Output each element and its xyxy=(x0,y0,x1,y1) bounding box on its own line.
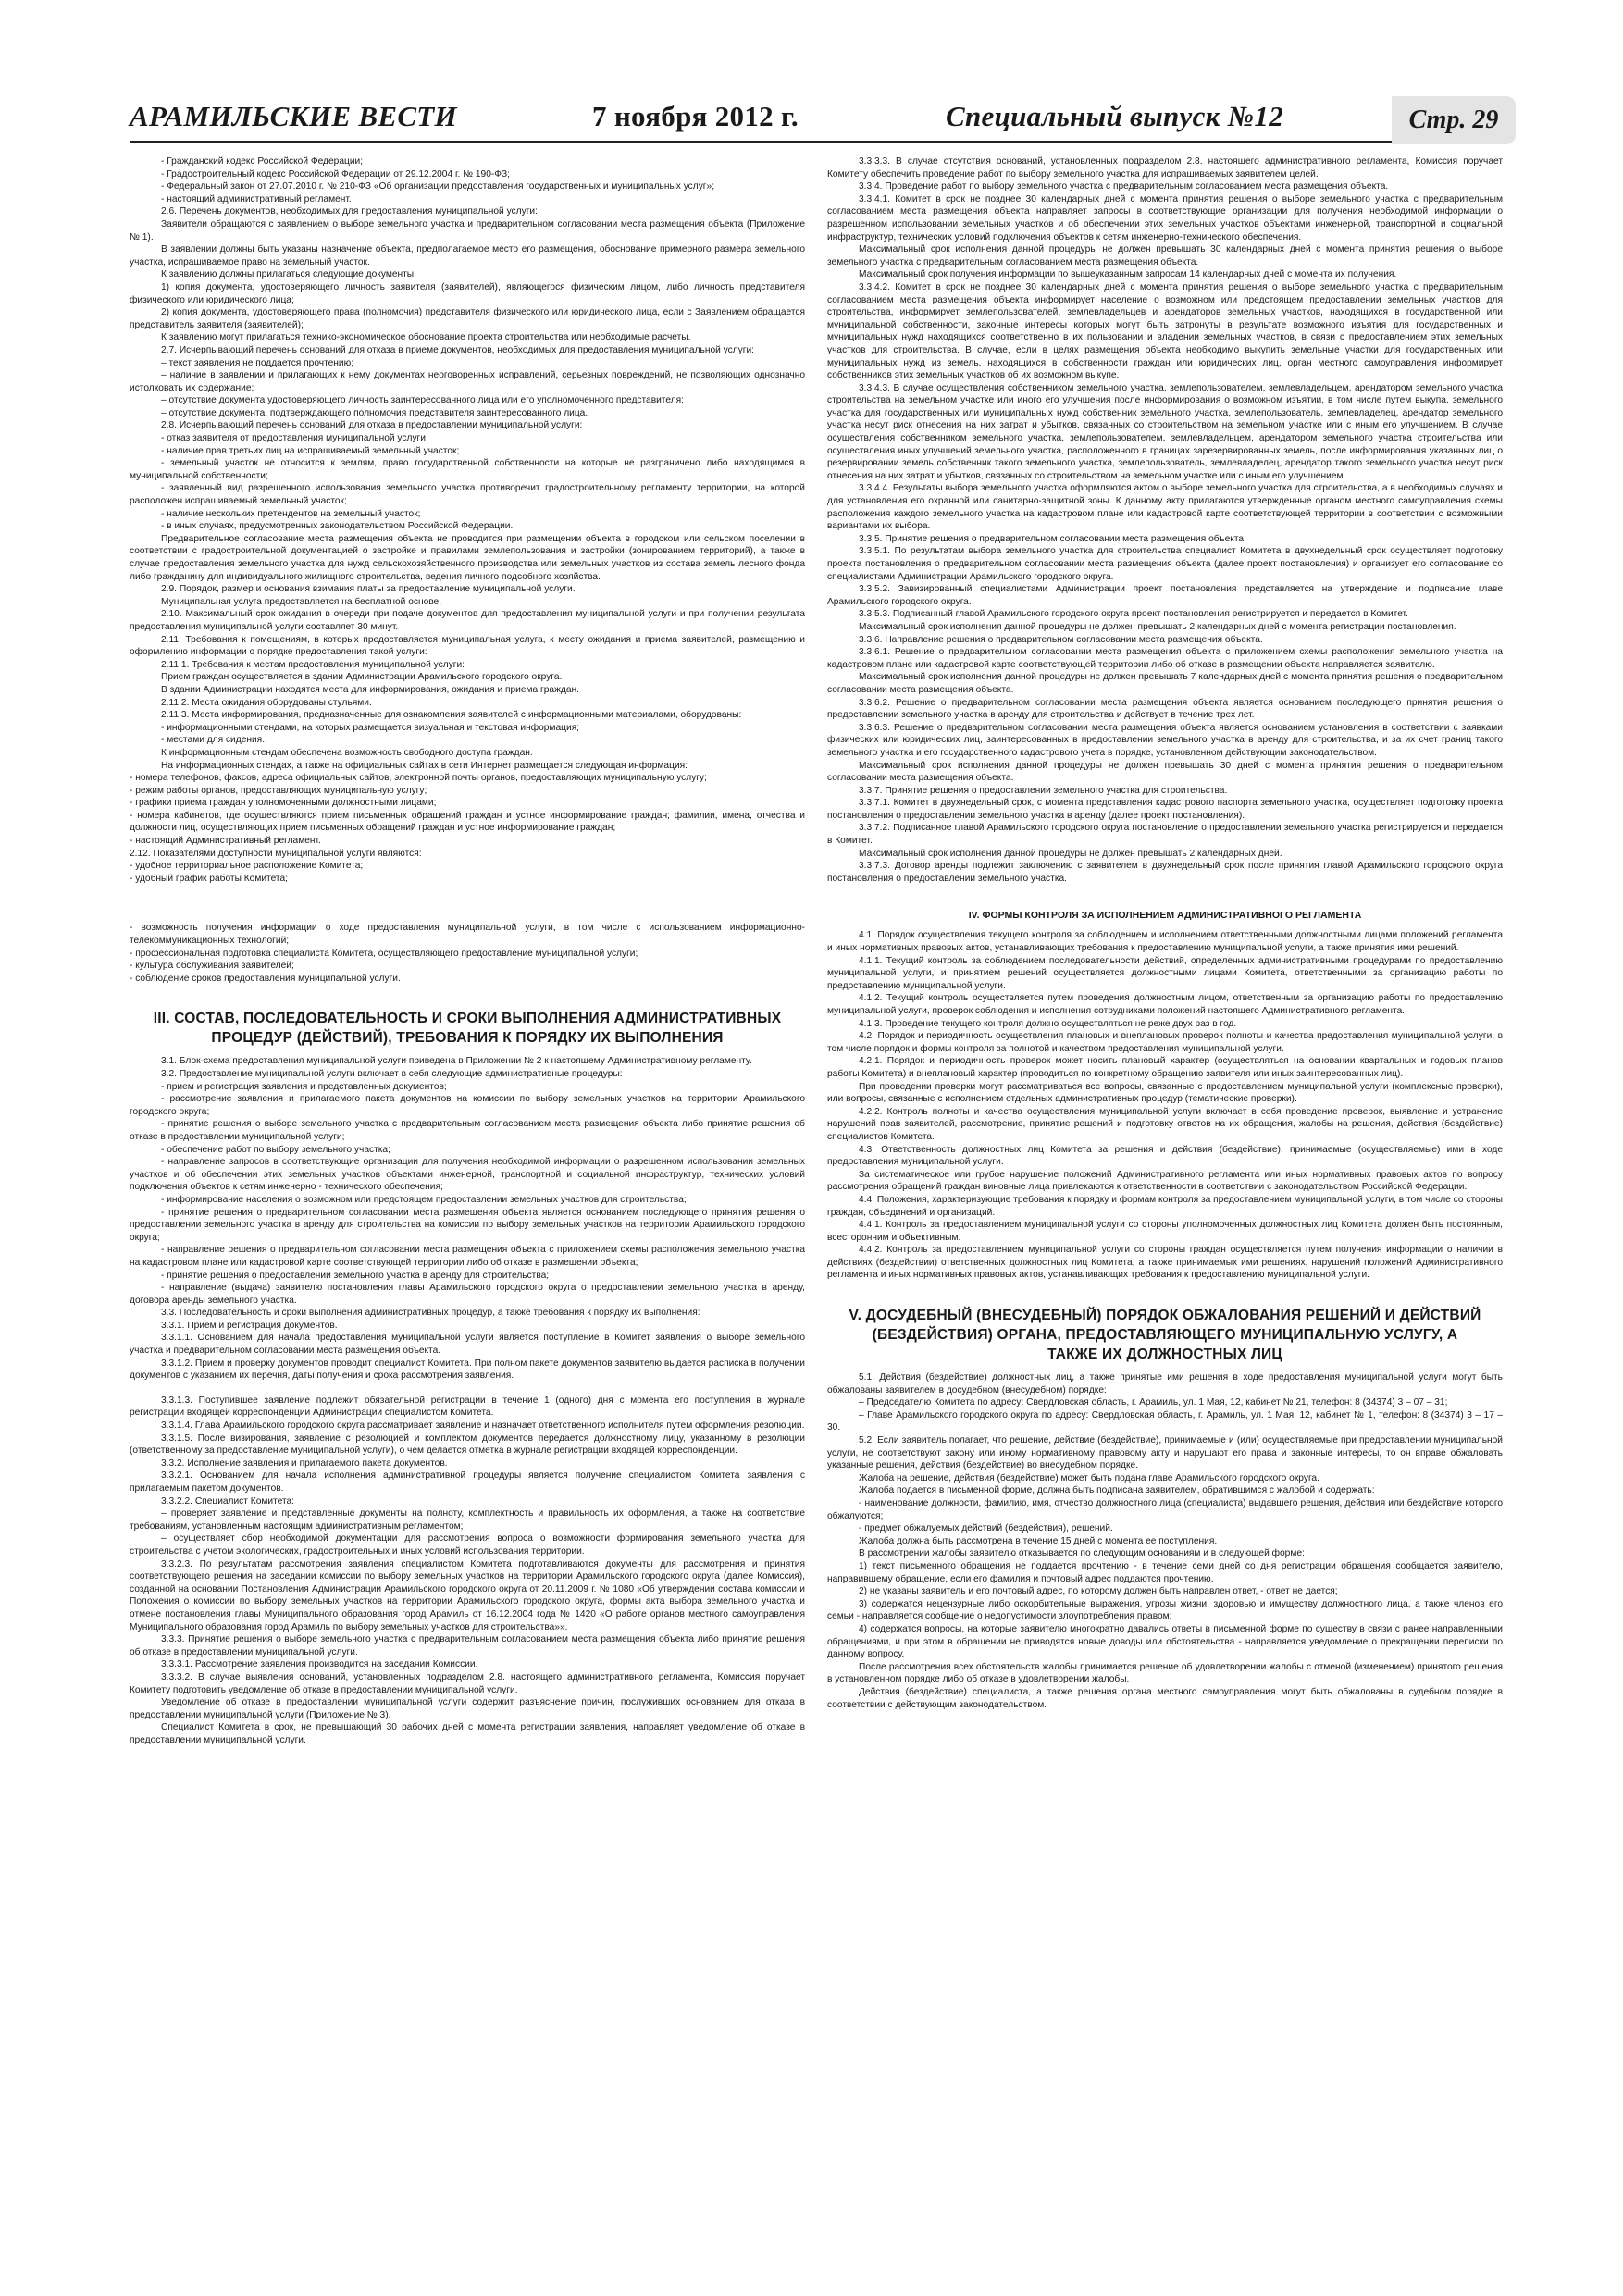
paragraph: Жалоба на решение, действия (бездействие) может быть подана главе Арамильского городского округа. xyxy=(859,1472,1319,1483)
paragraph: - графики приема граждан уполномоченными должностными лицами; xyxy=(130,798,437,809)
paragraph: - рассмотрение заявления и прилагаемого пакета документов на комиссии по выбору земельных участков на территории Арамильского городского округа; xyxy=(130,1094,805,1117)
paragraph: 3.3.3.2. В случае выявления оснований, установленных подразделом 2.8. настоящего административного регламента, Комиссия поручает Комитету подготовить уведомление об отказе в предоставлении муниципальной услуги. xyxy=(130,1671,805,1695)
left-column xyxy=(130,155,805,2256)
paragraph: Максимальный срок исполнения данной процедуры не должен превышать 2 календарных дней. xyxy=(859,848,1282,859)
paragraph: 4.4.1. Контроль за предоставлением муниципальной услуги со стороны уполномоченных должностных лиц Комитета должен быть постоянным, всесторонним и объективным. xyxy=(827,1220,1503,1243)
paragraph: 2.11. Требования к помещениям, в которых предоставляется муниципальная услуга, к месту ожидания и приема заявителей, размещению и оформлению информации о порядке предоставления такой услуги: xyxy=(130,634,805,658)
paragraph: 2.11.1. Требования к местам предоставления муниципальной услуги: xyxy=(161,659,465,670)
paragraph: - в иных случаях, предусмотренных законодательством Российской Федерации. xyxy=(161,521,514,532)
masthead-rule xyxy=(130,141,1392,143)
paragraph: 3.3.5.1. По результатам выбора земельного участка для строительства специалист Комитета в двухнедельный срок осуществляет подготовку проекта постановления о предварительном согласовании места размещения объекта (далее проект постановления) и организует его согласование со специалистами Администрации Арамильского городского округа. xyxy=(827,546,1503,582)
paragraph: Заявители обращаются с заявлением о выборе земельного участка и предварительном согласовании места размещения объекта (Приложение № 1). xyxy=(130,218,805,242)
paragraph: 3.3.1.4. Глава Арамильского городского округа рассматривает заявление и назначает ответственного исполнителя путем оформления резолюции. xyxy=(161,1421,805,1432)
section-heading-iii: III. СОСТАВ, ПОСЛЕДОВАТЕЛЬНОСТЬ И СРОКИ ВЫПОЛНЕНИЯ АДМИНИСТРАТИВНЫХ ПРОЦЕДУР (ДЕЙСТВИЙ), ТРЕБОВАНИЯ К ПОРЯДКУ ИХ ВЫПОЛНЕНИЯ xyxy=(153,1011,782,1047)
paragraph: 3.3.2.1. Основанием для начала исполнения административной процедуры является получение специалистом Комитета заявления с прилагаемым пакетом документов. xyxy=(130,1471,805,1494)
paragraph: 1) копия документа, удостоверяющего личность заявителя (заявителей), являющегося физическим лицом, либо личность представителя физического или юридического лица; xyxy=(130,281,805,305)
right-column xyxy=(827,155,1503,2256)
paragraph: - Градостроительный кодекс Российской Федерации от 29.12.2004 г. № 190-ФЗ; xyxy=(161,168,510,180)
paragraph: – осуществляет сбор необходимой документации для рассмотрения вопроса о возможности формирования земельного участка для строительства с учетом экологических, градостроительных и иных условий использования территории. xyxy=(130,1533,805,1557)
paragraph: 3.3.6.2. Решение о предварительном согласовании места размещения объекта является основанием последующего принятия решения о предоставлении земельного участка в аренду для строительства и действует в течение трех лет. xyxy=(827,697,1503,721)
paragraph: 3.3.2. Исполнение заявления и прилагаемого пакета документов. xyxy=(161,1458,448,1469)
paragraph: 4.2.1. Порядок и периодичность проверок может носить плановый характер (осуществляться на основании квартальных и годовых планов работы Комитета) и внеплановый характер (проводиться по конкретному обращению заявителя или иных заинтересованных лиц). xyxy=(827,1056,1503,1079)
issue-number: Специальный выпуск №12 xyxy=(946,100,1283,132)
paragraph: Максимальный срок исполнения данной процедуры не должен превышать 2 календарных дней с момента регистрации постановления. xyxy=(859,621,1456,632)
paragraph: 4.1.2. Текущий контроль осуществляется путем проведения должностным лицом, ответственным за организацию работы по предоставлению муниципальной услуги, проверок соблюдения и исполнения сотрудниками положений настоящего Административного регламента. xyxy=(827,993,1503,1016)
paragraph: - местами для сидения. xyxy=(161,735,266,746)
paragraph: 5.2. Если заявитель полагает, что решение, действие (бездействие), принимаемые и (или) осуществляемые при предоставлении муниципальной услуги, не соответствуют закону или иному нормативному правовому акту и нарушают его права и законные интересы, то он вправе обжаловать указанные решения, действия (бездействие) во внесудебном порядке. xyxy=(827,1435,1503,1471)
paragraph: В заявлении должны быть указаны назначение объекта, предполагаемое место его размещения, обоснование примерного размера земельного участка, испрашиваемое право на земельный участок. xyxy=(130,244,805,267)
paragraph: - наименование должности, фамилию, имя, отчество должностного лица (специалиста) выдавшего решения, действия или бездействие которого обжалуются; xyxy=(827,1498,1503,1521)
newspaper-title: АРАМИЛЬСКИЕ ВЕСТИ xyxy=(130,100,457,132)
paragraph: - наличие прав третьих лиц на испрашиваемый земельный участок; xyxy=(161,445,460,456)
paragraph: 2.11.2. Места ожидания оборудованы стульями. xyxy=(161,697,372,708)
paragraph: 4.2.2. Контроль полноты и качества осуществления муниципальной услуги включает в себя проведение проверок, выявление и устранение нарушений прав заявителей, рассмотрение, принятие решений и подготовку ответов на их обращения, жалобы на решения, действия (бездействие) специалистов Комитета. xyxy=(827,1106,1503,1142)
paragraph: 3.3.3. Принятие решения о выборе земельного участка с предварительным согласованием места размещения объекта либо принятие решения об отказе в предоставлении муниципальной услуги. xyxy=(130,1634,805,1657)
paragraph: 4.1.3. Проведение текущего контроля должно осуществляться не реже двух раз в год. xyxy=(859,1018,1237,1029)
paragraph: - настоящий Административный регламент. xyxy=(130,836,321,847)
paragraph: 3.3.7.2. Подписанное главой Арамильского городского округа постановление о предоставлении земельного участка регистрируется и передается в Комитет. xyxy=(827,823,1503,847)
paragraph: 3.3.4.4. Результаты выбора земельного участка оформляются актом о выборе земельного участка для строительства, а в необходимых случаях и для установления его охранной или санитарно-защитной зоны. К данному акту прилагаются утвержденные органом местного самоуправления схемы расположения каждого земельного участка на кадастровом плане или кадастровой карте соответствующей территории в соответствии с возможными вариантами их выбора. xyxy=(827,483,1503,532)
paragraph: Действия (бездействие) специалиста, а также решения органа местного самоуправления могут быть обжалованы в судебном порядке в соответствии с действующим законодательством. xyxy=(827,1686,1503,1710)
paragraph: 3.3.7.1. Комитет в двухнедельный срок, с момента представления кадастрового паспорта земельного участка, осуществляет подготовку проекта постановления о предоставлении земельного участка в аренду (далее проект постановления). xyxy=(827,798,1503,821)
paragraph: 3.3.6. Направление решения о предварительном согласовании места размещения объекта. xyxy=(859,634,1263,645)
paragraph: 3.3.1.2. Прием и проверку документов проводит специалист Комитета. При полном пакете документов заявителю выдается расписка в получении документов с указанием их перечня, даты получения и срока рассмотрения заявления. xyxy=(130,1358,805,1382)
paragraph: Прием граждан осуществляется в здании Администрации Арамильского городского округа. xyxy=(161,672,563,683)
paragraph: - принятие решения о выборе земельного участка с предварительным согласованием места размещения объекта либо принятие решения об отказе в предоставлении муниципальной услуги; xyxy=(130,1119,805,1142)
paragraph: 2.9. Порядок, размер и основания взимания платы за предоставление муниципальной услуги. xyxy=(161,584,576,595)
paragraph: - соблюдение сроков предоставления муниципальной услуги. xyxy=(130,973,401,984)
paragraph: Максимальный срок получения информации по вышеуказанным запросам 14 календарных дней с момента их получения. xyxy=(859,269,1397,280)
paragraph: – проверяет заявление и представленные документы на полноту, комплектность и правильность их оформления, а также на соответствие требованиям, установленным настоящим административным регламентом; xyxy=(130,1508,805,1532)
masthead xyxy=(130,96,1518,154)
paragraph: 3.2. Предоставление муниципальной услуги включает в себя следующие административные процедуры: xyxy=(161,1069,623,1079)
paragraph: 3.3.7.3. Договор аренды подлежит заключению с заявителем в двухнедельный срок после принятия главой Арамильского городского округа постановления о предоставлении земельного участка. xyxy=(827,861,1503,884)
paragraph: 3.1. Блок-схема предоставления муниципальной услуги приведена в Приложении № 2 к настоящему Административному регламенту. xyxy=(161,1056,752,1067)
paragraph: 3.3.1. Прием и регистрация документов. xyxy=(161,1320,338,1331)
paragraph: Жалоба подается в письменной форме, должна быть подписана заявителем, обратившимся с жалобой и содержать: xyxy=(859,1485,1375,1496)
paragraph: 3.3.1.1. Основанием для начала предоставления муниципальной услуги является поступление в Комитет заявления о выборе земельного участка и предварительном согласовании места размещения объекта. xyxy=(130,1333,805,1357)
paragraph: 2.11.3. Места информирования, предназначенные для ознакомления заявителей с информационными материалами, оборудованы: xyxy=(161,710,742,721)
paragraph: - принятие решения о предоставлении земельного участка в аренду для строительства; xyxy=(161,1270,550,1281)
paragraph: 2.6. Перечень документов, необходимых для предоставления муниципальной услуги: xyxy=(161,206,538,217)
paragraph: Предварительное согласование места размещения объекта не проводится при размещении объекта в городском или сельском поселении в соответствии с градостроительной документацией о застройке и правилами землепользования и застройки (зонированием территорий), а также в случае предоставления земельного участка для нужд сельскохозяйственного производства или земельных участков из состава земель лесного фонда либо гражданину для индивидуального жилищного строительства, ведения личного подсобного хозяйства. xyxy=(130,533,805,582)
paragraph: - профессиональная подготовка специалиста Комитета, осуществляющего предоставление муниципальной услуги; xyxy=(130,948,638,959)
paragraph: 3.3.3.1. Рассмотрение заявления производится на заседании Комиссии. xyxy=(161,1659,478,1670)
paragraph: - информационными стендами, на которых размещается визуальная и текстовая информация; xyxy=(161,722,580,733)
paragraph: - наличие нескольких претендентов на земельный участок; xyxy=(161,508,421,519)
paragraph: 3.3. Последовательность и сроки выполнения административных процедур, а также требования к порядку их выполнения: xyxy=(161,1308,700,1319)
paragraph: 2) копия документа, удостоверяющего права (полномочия) представителя физического или юридического лица, если с Заявлением обращается представитель заявителя (заявителей); xyxy=(130,307,805,330)
paragraph: 3.3.2.2. Специалист Комитета: xyxy=(161,1496,294,1507)
paragraph: Максимальный срок исполнения данной процедуры не должен превышать 7 календарных дней с момента принятия решения о предварительном согласовании места размещения объекта. xyxy=(827,672,1503,695)
paragraph: 4.4.2. Контроль за предоставлением муниципальной услуги со стороны граждан осуществляется путем получения информации о наличии в действиях (бездействии) ответственных должностных лиц Комитета, а также принимаемых ими решениях, нарушений положений Административного регламента и иных нормативных правовых актов, устанавливающих требования к предоставлению муниципальной услуги. xyxy=(827,1245,1503,1281)
paragraph: - обеспечение работ по выбору земельного участка; xyxy=(161,1144,390,1155)
paragraph: Максимальный срок исполнения данной процедуры не должен превышать 30 календарных дней с момента принятия решения о выборе земельного участка с предварительным согласованием места размещения объекта. xyxy=(827,244,1503,267)
paragraph: - номера кабинетов, где осуществляются прием письменных обращений граждан и устное информирование граждан; фамилии, имена, отчества и должности лиц, осуществляющих прием письменных обращений граждан и устное информирование граждан; xyxy=(130,810,805,834)
paragraph: 2.12. Показателями доступности муниципальной услуги являются: xyxy=(130,848,422,859)
paragraph: 3.3.4.3. В случае осуществления собственником земельного участка, землепользователем, землевладельцем, арендатором земельного участка строительства на земельном участке или иного его улучшения после информирования о возможном изъятии, в том числе путем выкупа, земельного участка для государственных или муниципальных нужд собственник земельного участка, землепользователь, землевладелец, арендатор земельного участка несут риск отнесения на них затрат и убытков, связанных со строительством на земельном участке или с иным его улучшением. В случае осуществления собственником земельного участка, землепользователем, землевладельцем, арендатором земельного участка строительства или осуществления иных улучшений земельного участка, расположенного в границах зарезервированных земель, после информирования указанных лиц о резервировании земель собственник такого земельного участка, землепользователь, землевладелец, арендатор такого земельного участка несут риск отнесения на них затрат и убытков, связанных со строительством на земельном участке или с иным его улучшением. xyxy=(827,382,1503,481)
paragraph: В здании Администрации находятся места для информирования, ожидания и приема граждан. xyxy=(161,684,579,695)
paragraph: - земельный участок не относится к землям, право государственной собственности на которые не разграничено либо находящимся в муниципальной собственности; xyxy=(130,458,805,481)
paragraph: 3.3.4.1. Комитет в срок не позднее 30 календарных дней с момента принятия решения о выборе земельного участка с предварительным согласованием места размещения объекта направляет запросы в соответствующие организации для получения необходимой информации о разрешенном использовании земельных участков и об обеспечении этих земельных участков объектами инженерной, транспортной и социальной инфраструктур, технических условий подключения объектов к сетям инженерно-технического обеспечения. xyxy=(827,193,1503,242)
paragraph: 3.3.6.3. Решение о предварительном согласовании места размещения объекта является основанием установления в соответствии с заявками физических или юридических лиц, заинтересованных в предоставлении земельного участка в аренду для строительства, и за их счет границ такого земельного участка и его государственного кадастрового учета в порядке, установленном действующим законодательством. xyxy=(827,722,1503,758)
paragraph: 4.1.1. Текущий контроль за соблюдением последовательности действий, определенных административными процедурами по предоставлению муниципальной услуги, и принятием решений осуществляется должностными лицами Комитета, ответственными за организацию работы по предоставлению муниципальной услуги. xyxy=(827,955,1503,991)
paragraph: К заявлению должны прилагаться следующие документы: xyxy=(161,269,416,280)
paragraph: – отсутствие документа удостоверяющего личность заинтересованного лица или его уполномоченного представителя; xyxy=(161,395,684,406)
paragraph: Максимальный срок исполнения данной процедуры не должен превышать 30 дней с момента принятия решения о предварительном согласовании места размещения объекта. xyxy=(827,760,1503,784)
paragraph: После рассмотрения всех обстоятельств жалобы принимается решение об удовлетворении жалобы с отменой (изменением) принятого решения в установленном порядке либо об отказе в удовлетворении жалобы. xyxy=(827,1661,1503,1685)
paragraph: 3.3.2.3. По результатам рассмотрения заявления специалистом Комитета подготавливаются документы для рассмотрения и принятия соответствующего решения на заседании комиссии по выбору земельных участков на территории Арамильского городского округа (далее Комиссия), созданной на основании Постановления Администрации Арамильского городского округа от 20.11.2009 г. № 1080 «Об утверждении состава комиссии и Положения о комиссии по выбору земельных участков на территории Арамильского городского округа, формы акта выбора земельного участка и отмене постановления главы Муниципального образования город Арамиль от 16.12.2004 года № 1420 «О работе органов местного самоуправления Муниципального образования город Арамиль по выбору земельных участков для строительства»». xyxy=(130,1558,805,1632)
paragraph: 4.1. Порядок осуществления текущего контроля за соблюдением и исполнением ответственными должностными лицами положений регламента и иных нормативных правовых актов, устанавливающих требования к предоставлению муниципальной услуги, а также принятия ими решений. xyxy=(827,930,1503,954)
paragraph: - Федеральный закон от 27.07.2010 г. № 210-ФЗ «Об организации предоставления государственных и муниципальных услуг»; xyxy=(161,181,715,192)
paragraph: 4) содержатся вопросы, на которые заявителю многократно давались ответы в письменной форме по существу в связи с ранее направленными обращениями, и при этом в обращении не приводятся новые доводы или обстоятельства - направляется уведомление о прекращении переписки по данному вопросу. xyxy=(827,1623,1503,1660)
paragraph: - направление (выдача) заявителю постановления главы Арамильского городского округа о предоставлении земельного участка в аренду, договора аренды земельного участка. xyxy=(130,1283,805,1306)
paragraph: На информационных стендах, а также на официальных сайтах в сети Интернет размещается следующая информация: xyxy=(161,760,688,771)
paragraph: 2) не указаны заявитель и его почтовый адрес, по которому должен быть направлен ответ, - ответ не дается; xyxy=(859,1586,1338,1597)
paragraph: – наличие в заявлении и прилагающих к нему документах неоговоренных исправлений, серьезных повреждений, не позволяющих однозначно истолковать их содержание; xyxy=(130,370,805,393)
paragraph: - удобный график работы Комитета; xyxy=(130,873,288,884)
paragraph: - заявленный вид разрешенного использования земельного участка противоречит градостроительному регламенту территории, на которой расположен испрашиваемый земельный участок; xyxy=(130,483,805,507)
paragraph: - направление запросов в соответствующие организации для получения необходимой информации о разрешенном использовании земельных участков и об обеспечении этих земельных участков объектами инженерной, транспортной и социальной инфраструктур, технических условий подключения объектов к сетям инженерно - технического обеспечения; xyxy=(130,1157,805,1193)
paragraph: - информирование населения о возможном или предстоящем предоставлении земельных участков для строительства; xyxy=(161,1194,687,1205)
paragraph: – отсутствие документа, подтверждающего полномочия представителя заинтересованного лица. xyxy=(161,407,588,418)
section-heading-iv: IV. ФОРМЫ КОНТРОЛЯ ЗА ИСПОЛНЕНИЕМ АДМИНИСТРАТИВНОГО РЕГЛАМЕНТА xyxy=(968,910,1362,922)
paragraph: 4.3. Ответственность должностных лиц Комитета за решения и действия (бездействие), принимаемые (осуществляемые) ими в ходе предоставления муниципальной услуги. xyxy=(827,1144,1503,1168)
paragraph: К информационным стендам обеспечена возможность свободного доступа граждан. xyxy=(161,747,533,758)
paragraph: За систематическое или грубое нарушение положений Административного регламента или иных нормативных правовых актов по вопросу рассмотрения обращений граждан виновные лица привлекаются к ответственности в соответствии с законодательством Российской Федерации. xyxy=(827,1169,1503,1193)
paragraph: - направление решения о предварительном согласовании места размещения объекта с приложением схемы расположения земельного участка на кадастровом плане или кадастровой карте соответствующей территории либо об отказе в размещении объекта; xyxy=(130,1245,805,1268)
paragraph: - номера телефонов, факсов, адреса официальных сайтов, электронной почты органов, предоставляющих муниципальную услугу; xyxy=(130,773,707,784)
paragraph: 3.3.4.2. Комитет в срок не позднее 30 календарных дней с момента принятия решения о выборе земельного участка с предварительным согласованием места размещения объекта информирует население о возможном или предстоящем предоставлении земельных участков для строительства, информирует землепользователей, землевладельцев и арендаторов земельных участков, находящихся в государственной или муниципальной собственности, законные интересы которых могут быть затронуты в результате возможного изъятия для государственных и муниципальных нужд находящихся соответственно в их пользовании и владении земельных участков, в связи с предоставлением этих земельных участков для строительства. В случае, если в целях размещения объекта необходимо выкупить земельные участки для государственных или муниципальных нужд из земель, находящихся в собственности граждан или юридических лиц, орган местного самоуправления информирует собственников этих земельных участков об их возможном выкупе. xyxy=(827,281,1503,381)
paragraph: Жалоба должна быть рассмотрена в течение 15 дней с момента ее поступления. xyxy=(859,1535,1218,1546)
paragraph: – текст заявления не поддается прочтению; xyxy=(161,357,354,368)
paragraph: Уведомление об отказе в предоставлении муниципальной услуги содержит разъяснение причин, послуживших основанием для отказа в предоставлении муниципальной услуги (Приложение № 3). xyxy=(130,1697,805,1720)
paragraph: 3.3.7. Принятие решения о предоставлении земельного участка для строительства. xyxy=(859,785,1228,796)
paragraph: 3) содержатся нецензурные либо оскорбительные выражения, угрозы жизни, здоровью и имуществу должностного лица, а также членов его семьи - направляется сообщение о недопустимости злоупотребления правом; xyxy=(827,1598,1503,1622)
paragraph: Муниципальная услуга предоставляется на бесплатной основе. xyxy=(161,596,442,607)
paragraph: - предмет обжалуемых действий (бездействия), решений. xyxy=(859,1523,1113,1534)
paragraph: - удобное территориальное расположение Комитета; xyxy=(130,861,364,872)
paragraph: - культура обслуживания заявителей; xyxy=(130,961,294,972)
paragraph: 1) текст письменного обращения не поддается прочтению - в течение семи дней со дня регистрации обращения сообщается заявителю, направившему обращение, если его фамилия и почтовый адрес поддаются прочтению. xyxy=(827,1560,1503,1584)
section-heading-v: V. ДОСУДЕБНЫЙ (ВНЕСУДЕБНЫЙ) ПОРЯДОК ОБЖАЛОВАНИЯ РЕШЕНИЙ И ДЕЙСТВИЙ (БЕЗДЕЙСТВИЯ) ОРГАНА, ПРЕДОСТАВЛЯЮЩЕГО МУНИЦИПАЛЬНУЮ УСЛУГУ, А ТАКЖЕ ИХ ДОЛЖНОСТНЫХ ЛИЦ xyxy=(849,1308,1481,1363)
paragraph: - настоящий административный регламент. xyxy=(161,193,352,205)
issue-date: 7 ноября 2012 г. xyxy=(592,100,799,132)
paragraph: К заявлению могут прилагаться технико-экономическое обоснование проекта строительства или необходимые расчеты. xyxy=(161,332,691,343)
paragraph: - принятие решения о предварительном согласовании места размещения объекта является основанием последующего принятия решения о предоставлении земельного участка в аренду для строительства на комиссии по выбору земельных участков на территории Арамильского городского округа; xyxy=(130,1207,805,1243)
paragraph: - Гражданский кодекс Российской Федерации; xyxy=(161,156,364,167)
paragraph: 3.3.5.2. Завизированный специалистами Администрации проект постановления представляется на утверждение и подписание главе Арамильского городского округа. xyxy=(827,584,1503,607)
paragraph: 3.3.5.3. Подписанный главой Арамильского городского округа проект постановления регистрируется и передается в Комитет. xyxy=(859,609,1408,620)
paragraph: 3.3.4. Проведение работ по выбору земельного участка с предварительным согласованием места размещения объекта. xyxy=(859,181,1389,192)
paragraph: При проведении проверки могут рассматриваться все вопросы, связанные с предоставлением муниципальной услуги (комплексные проверки), или вопросы, связанные с исполнением отдельных административных процедур (тематические проверки). xyxy=(827,1081,1503,1105)
paragraph: - возможность получения информации о ходе предоставления муниципальной услуги, в том числе с использованием информационно-телекоммуникационных технологий; xyxy=(130,923,805,947)
paragraph: 3.3.6.1. Решение о предварительном согласовании места размещения объекта с приложением схемы расположения земельного участка на кадастровом плане или кадастровой карте соответствующей территории либо об отказе в размещении объекта направляется заявителю. xyxy=(827,647,1503,670)
paragraph: Специалист Комитета в срок, не превышающий 30 рабочих дней с момента регистрации заявления, направляет уведомление об отказе в предоставлении муниципальной услуги. xyxy=(130,1722,805,1745)
paragraph: 2.8. Исчерпывающий перечень оснований для отказа в предоставлении муниципальной услуги: xyxy=(161,420,583,431)
paragraph: 3.3.1.5. После визирования, заявление с резолюцией и комплектом документов передается должностному лицу, указанному в резолюции (ответственному за предоставление муниципальной услуги), о чем делается отметка в журнале регистрации входящей корреспонденции. xyxy=(130,1433,805,1457)
paragraph: – Председателю Комитета по адресу: Свердловская область, г. Арамиль, ул. 1 Мая, 12, кабинет № 21, телефон: 8 (34374) 3 – 07 – 31; xyxy=(859,1397,1448,1409)
paragraph: В рассмотрении жалобы заявителю отказывается по следующим основаниям и в следующей форме: xyxy=(859,1548,1305,1559)
paragraph: 3.3.5. Принятие решения о предварительном согласовании места размещения объекта. xyxy=(859,533,1246,544)
paragraph: – Главе Арамильского городского округа по адресу: Свердловская область, г. Арамиль, ул. 1 Мая, 12, кабинет № 1, телефон: 8 (34374) 3 – 17 – 30. xyxy=(827,1409,1503,1433)
paragraph: 4.4. Положения, характеризующие требования к порядку и формам контроля за предоставлением муниципальной услуги, в том числе со стороны граждан, объединений и организаций. xyxy=(827,1194,1503,1218)
paragraph: 2.10. Максимальный срок ожидания в очереди при подаче документов для предоставления муниципальной услуги и при получении результата предоставления муниципальной услуги составляет 30 минут. xyxy=(130,609,805,632)
page-number: Стр. 29 xyxy=(1392,96,1516,144)
paragraph: 3.3.3.3. В случае отсутствия оснований, установленных подразделом 2.8. настоящего административного регламента, Комиссия поручает Комитету обеспечить проведение работ по выбору земельного участка для испрашиваемых заявителем целей. xyxy=(827,156,1503,180)
paragraph: 5.1. Действия (бездействие) должностных лиц, а также принятые ими решения в ходе предоставления муниципальной услуги могут быть обжалованы заявителем в досудебном (внесудебном) порядке: xyxy=(827,1372,1503,1396)
paragraph: 2.7. Исчерпывающий перечень оснований для отказа в приеме документов, необходимых для предоставления муниципальной услуги: xyxy=(161,344,754,355)
paragraph: 4.2. Порядок и периодичность осуществления плановых и внеплановых проверок полноты и качества предоставления муниципальной услуги, в том числе порядок и формы контроля за полнотой и качеством предоставления муниципальной услуги. xyxy=(827,1031,1503,1054)
paragraph: - режим работы органов, предоставляющих муниципальную услугу; xyxy=(130,785,427,796)
paragraph: - отказ заявителя от предоставления муниципальной услуги; xyxy=(161,433,428,444)
paragraph: - прием и регистрация заявления и представленных документов; xyxy=(161,1081,447,1092)
paragraph: 3.3.1.3. Поступившее заявление подлежит обязательной регистрации в течение 1 (одного) дня с момента его поступления в журнале регистрации входящей корреспонденции Администрации специалистом Комитета. xyxy=(130,1395,805,1419)
